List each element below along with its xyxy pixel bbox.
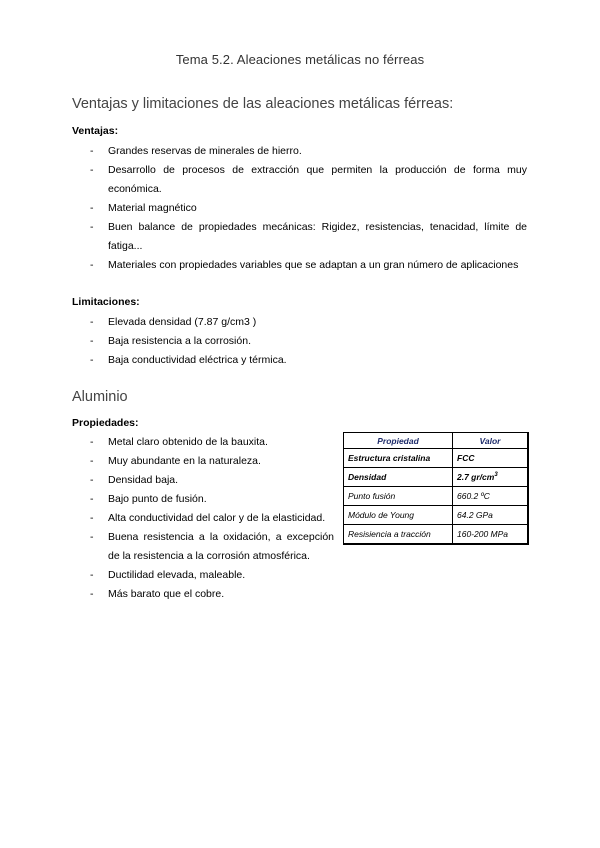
column-header-property: Propiedad <box>344 433 453 449</box>
property-name: Módulo de Young <box>344 506 453 525</box>
ferrous-alloys-heading: Ventajas y limitaciones de las aleaciones metálicas férreas: <box>72 96 454 112</box>
density-exponent: 3 <box>494 472 498 479</box>
list-item: - Grandes reservas de minerales de hierro. <box>90 142 527 161</box>
property-value: 64.2 GPa <box>453 506 529 525</box>
table-header-row <box>344 433 529 449</box>
advantages-list <box>90 142 527 275</box>
table-row <box>344 525 529 545</box>
table-row <box>344 506 529 525</box>
property-name: Resisiencia a tracción <box>344 525 453 545</box>
list-item: - Buena resistencia a la oxidación, a excepción de la resistencia a la corrosión atmosférica. <box>90 528 334 566</box>
list-item: - Baja resistencia a la corrosión. <box>90 332 527 351</box>
list-item: - Muy abundante en la naturaleza. <box>90 452 334 471</box>
table-row <box>344 468 529 487</box>
list-item: - Baja conductividad eléctrica y térmica. <box>90 351 527 370</box>
density-value: 2.7 gr/cm <box>457 472 495 482</box>
aluminum-properties-table <box>343 432 529 545</box>
table-row <box>344 487 529 506</box>
properties-list <box>90 433 334 604</box>
property-value <box>453 468 529 487</box>
property-value: FCC <box>453 449 529 468</box>
property-name: Estructura cristalina <box>344 449 453 468</box>
advantages-label: Ventajas: <box>72 125 119 137</box>
limitations-list <box>90 313 527 370</box>
list-item: - Material magnético <box>90 199 527 218</box>
list-item: - Buen balance de propiedades mecánicas: Rigidez, resistencias, tenacidad, límite de fatiga... <box>90 218 527 256</box>
aluminio-heading: Aluminio <box>72 389 128 405</box>
limitations-label: Limitaciones: <box>72 296 140 308</box>
list-item: - Densidad baja. <box>90 471 334 490</box>
property-value: 160-200 MPa <box>453 525 529 545</box>
property-name: Punto fusión <box>344 487 453 506</box>
table-row <box>344 449 529 468</box>
list-item: - Más barato que el cobre. <box>90 585 334 604</box>
list-item: - Bajo punto de fusión. <box>90 490 334 509</box>
list-item: - Materiales con propiedades variables que se adaptan a un gran número de aplicaciones <box>90 256 527 275</box>
list-item: - Elevada densidad (7.87 g/cm3 ) <box>90 313 527 332</box>
column-header-value: Valor <box>453 433 529 449</box>
list-item: - Ductilidad elevada, maleable. <box>90 566 334 585</box>
property-name: Densidad <box>344 468 453 487</box>
list-item: - Alta conductividad del calor y de la elasticidad. <box>90 509 334 528</box>
list-item: - Metal claro obtenido de la bauxita. <box>90 433 334 452</box>
list-item: - Desarrollo de procesos de extracción que permiten la producción de forma muy económica. <box>90 161 527 199</box>
property-value: 660.2 ºC <box>453 487 529 506</box>
properties-label: Propiedades: <box>72 417 139 429</box>
page-title: Tema 5.2. Aleaciones metálicas no férreas <box>175 52 425 67</box>
